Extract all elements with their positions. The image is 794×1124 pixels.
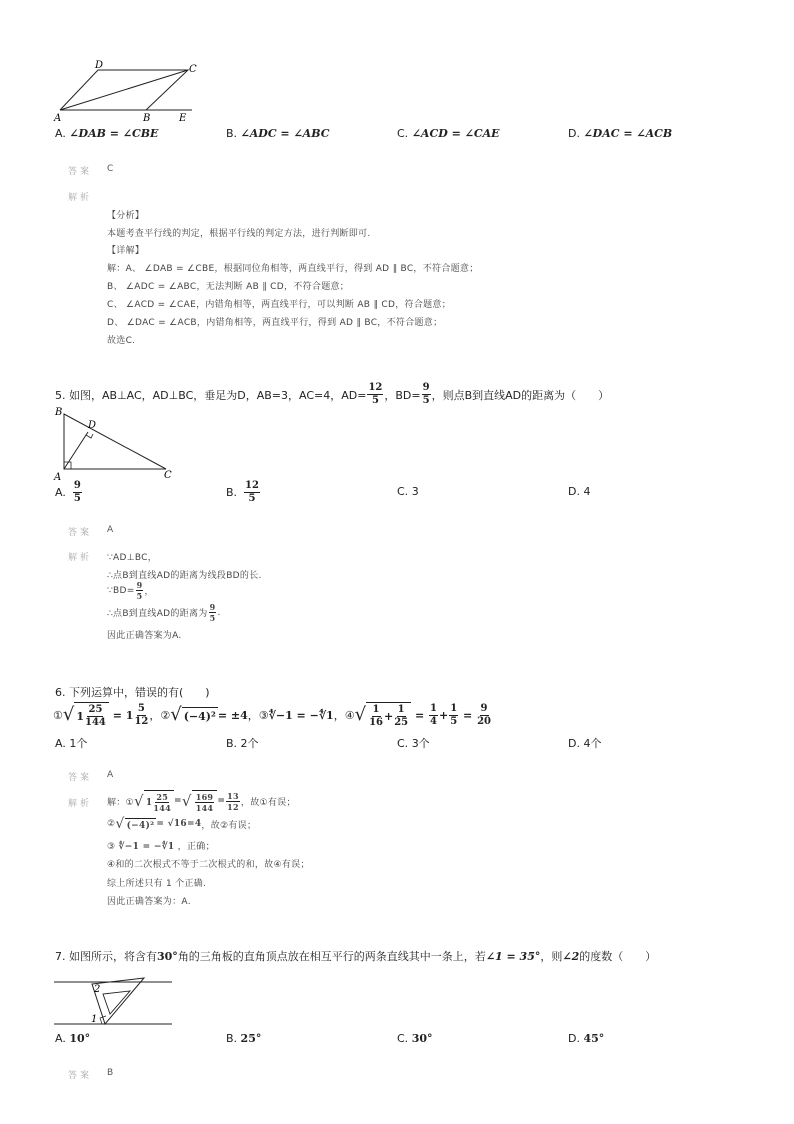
q6-line-6: 因此正确答案为：A. (107, 897, 191, 907)
q6-option-c[interactable]: C. 3个 (397, 737, 430, 750)
q6-option-d[interactable]: D. 4个 (568, 737, 602, 750)
q6-answer: A (107, 770, 114, 780)
q5-stem: 5. 如图，AB⊥AC，AD⊥BC，垂足为D，AB=3，AC=4，AD= $\frac{12}{5}$ ，BD= $\frac{9}{5}$ ，则点B到直线AD的距离为（ ） (55, 382, 610, 406)
q5-line-2: ∴点B到直线AD的距离为线段BD的长. (107, 571, 262, 581)
q7-option-d[interactable]: D. 45° (568, 1032, 605, 1045)
q5-line-1: ∵AD⊥BC， (107, 553, 158, 563)
q4-option-b[interactable]: B. ∠ADC = ∠ABC (226, 127, 330, 140)
q5-option-b[interactable]: B. $\frac{12}{5}$ (226, 480, 259, 504)
q4-line-6: C、 ∠ACD = ∠CAE，内错角相等，两直线平行，可以判断 AB ∥ CD，符合题意； (107, 300, 452, 310)
q5-option-a[interactable]: A. $\frac{9}{5}$ (55, 480, 81, 504)
q5-answer: A (107, 525, 114, 535)
parallelogram-figure (52, 58, 212, 124)
q6-line-4: ④和的二次根式不等于二次根式的和，故④有误； (107, 860, 310, 870)
q5-line-3: ∵BD= $\frac{9}{5}$ ， (107, 580, 154, 601)
bd-fraction: $\frac{9}{5}$ (422, 382, 430, 406)
q6-analysis-tag: 解析 (68, 799, 93, 809)
label-a: A (54, 472, 62, 482)
q4-answer: C (107, 164, 114, 174)
q5-option-d[interactable]: D. 4 (568, 485, 591, 498)
q6-answer-tag: 答案 (68, 773, 93, 783)
q6-option-a[interactable]: A. 1个 (55, 737, 88, 750)
q6-line-2: ② √ (−4)² = √16=4 ，故②有误； (107, 816, 257, 832)
angle-2-label: 2 (94, 984, 101, 995)
q6-line-5: 综上所述只有 1 个正确. (107, 879, 207, 889)
q4-line-2: 本题考查平行线的判定，根据平行线的判定方法，进行判断即可. (107, 229, 371, 239)
q7-option-a[interactable]: A. 10° (55, 1032, 91, 1045)
label-b: B (143, 113, 151, 124)
q6-line-3: ③ ∜−1 = −∜1 ，正确； (107, 842, 215, 852)
q4-answer-tag: 答案 (68, 167, 93, 177)
q4-option-c[interactable]: C. ∠ACD = ∠CAE (397, 127, 500, 140)
label-a: A (54, 113, 62, 124)
q6-option-b[interactable]: B. 2个 (226, 737, 259, 750)
q4-analysis-tag: 解析 (68, 193, 93, 203)
q5-answer-tag: 答案 (68, 528, 93, 538)
q4-line-5: B、 ∠ADC = ∠ABC，无法判断 AB ∥ CD，不符合题意； (107, 282, 350, 292)
q6-stem: 6. 下列运算中，错误的有( ) (55, 686, 210, 699)
q4-line-1: 【分析】 (107, 211, 145, 221)
q7-answer-tag: 答案 (68, 1071, 93, 1081)
label-d: D (88, 420, 97, 431)
ad-fraction: $\frac{12}{5}$ (368, 382, 383, 406)
angle-1-label: 1 (91, 1014, 98, 1025)
label-c: C (189, 64, 197, 75)
label-d: D (95, 60, 104, 71)
q7-stem: 7. 如图所示，将含有30°角的三角板的直角顶点放在相互平行的两条直线其中一条上，若∠1 = 35°，则∠2的度数（ ） (55, 950, 657, 963)
label-e: E (179, 113, 187, 124)
q4-line-8: 故选C. (107, 336, 136, 346)
q7-option-c[interactable]: C. 30° (397, 1032, 433, 1045)
q5-option-c[interactable]: C. 3 (397, 485, 419, 498)
q6-items: ① √ 1 $\frac{25}{144}$ = 1 $\frac{5}{12}$ ， ② √ (−4)² = ±4 ， ③ ∜−1 = −∜1 ， ④ √ $\frac{1}{16}$ + $\frac{1}{25}$ = $\frac{1}{4}$ + $\frac{1}{5}$ = $\frac{9}{20}$ (53, 702, 491, 728)
q6-line-1: 解：① √ 1 $\frac{25}{144}$ = √ $\frac{169}{144}$ = $\frac{13}{12}$ ，故①有误； (107, 790, 296, 813)
label-b: B (55, 407, 63, 418)
q4-line-7: D、 ∠DAC = ∠ACB，内错角相等，两直线平行，得到 AD ∥ BC，不符合题意； (107, 318, 443, 328)
q5-line-4: ∴点B到直线AD的距离为 $\frac{9}{5}$ . (107, 602, 221, 623)
q4-option-d[interactable]: D. ∠DAC = ∠ACB (568, 127, 673, 140)
q7-option-b[interactable]: B. 25° (226, 1032, 262, 1045)
triangle-ruler-figure (52, 972, 176, 1028)
q4-option-a[interactable]: A. ∠DAB = ∠CBE (55, 127, 159, 140)
q7-answer: B (107, 1068, 114, 1078)
q4-line-4: 解：A、 ∠DAB = ∠CBE，根据同位角相等，两直线平行，得到 AD ∥ BC，不符合题意； (107, 264, 479, 274)
q5-analysis-tag: 解析 (68, 553, 93, 563)
q5-line-5: 因此正确答案为A. (107, 631, 182, 641)
right-triangle-figure (52, 406, 182, 482)
label-c: C (164, 470, 172, 481)
q4-line-3: 【详解】 (107, 246, 145, 256)
